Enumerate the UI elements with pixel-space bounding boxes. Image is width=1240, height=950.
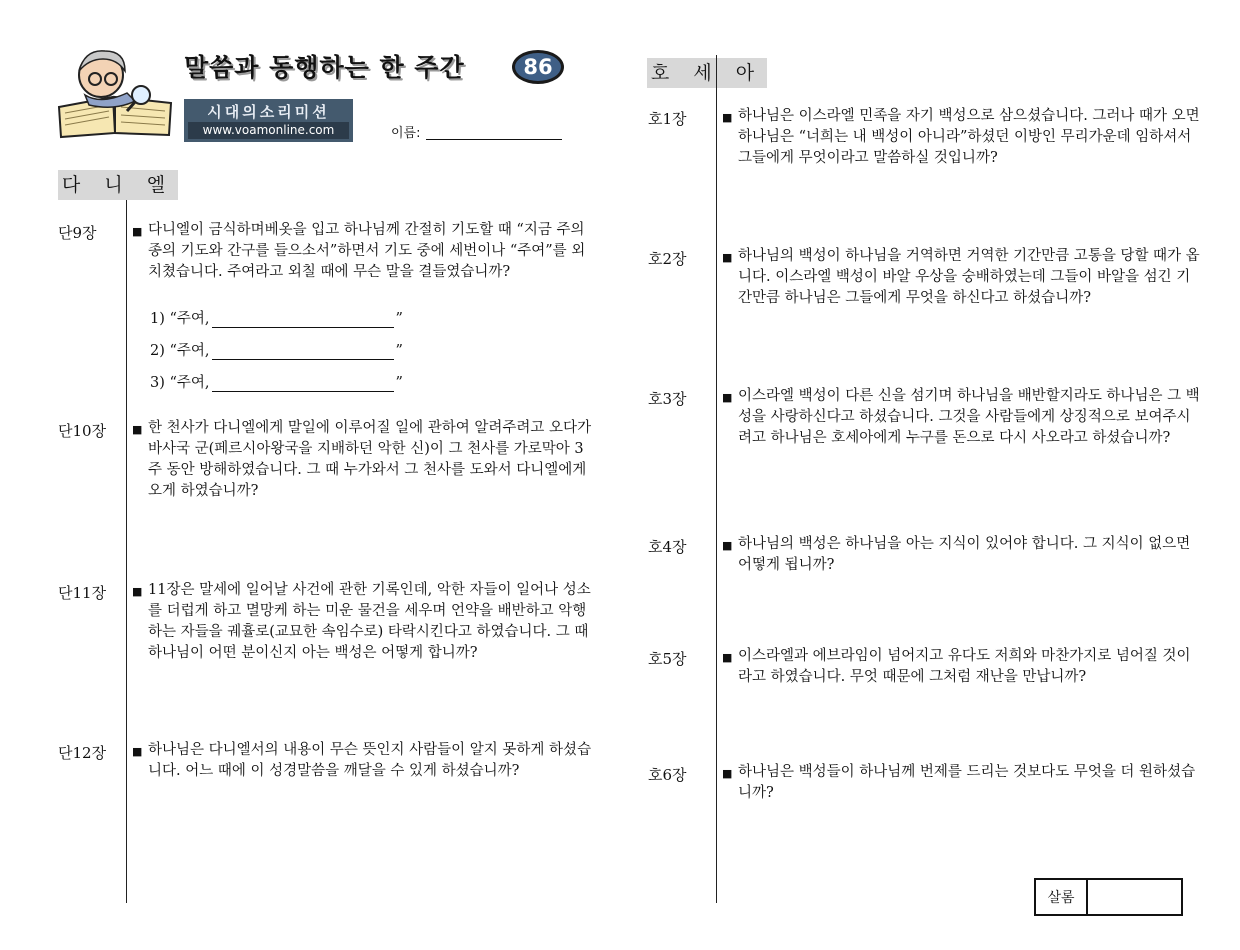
chapter-label: 단11장 [58, 584, 107, 602]
question-text: 11장은 말세에 일어날 사건에 관한 기록인데, 악한 자들이 일어나 성소를 더럽게 하고 멸망케 하는 미운 물건을 세우며 언약을 배반하고 악행하는 자들을 궤휼로(교묘한 속임수로) 타락시킨다고 하였습니다. 그 때 하나님이 어떤 분이신지 아는 백성은 어떻게 합니까? [148, 582, 591, 661]
answer-prefix: 2) “주여, [150, 343, 210, 359]
reading-man-illustration [55, 45, 175, 140]
question-text: 하나님은 이스라엘 민족을 자기 백성으로 삼으셨습니다. 그러나 때가 오면 하나님은 “너희는 내 백성이 아니라”하셨던 이방인 무리가운데 임하셔서 그들에게 무엇이라고 말씀하실 것입니까? [738, 108, 1200, 166]
organization-logo [184, 99, 353, 142]
bullet-icon: ■ [722, 651, 733, 664]
question-text: 하나님의 백성이 하나님을 거역하면 거역한 기간만큼 고통을 당할 때가 옵니다. 이스라엘 백성이 바알 우상을 숭배하였는데 그들이 바알을 섬긴 기간만큼 하나님은 그들에게 무엇을 하신다고 하셨습니까? [738, 248, 1200, 306]
answer-blank-row [150, 339, 403, 360]
chapter-label: 호2장 [648, 250, 687, 268]
signature-field[interactable] [1088, 880, 1181, 914]
question-text: 하나님의 백성은 하나님을 아는 지식이 있어야 합니다. 그 지식이 없으면 어떻게 됩니까? [738, 536, 1191, 573]
issue-number-badge: 86 [512, 50, 564, 84]
question-text: 이스라엘과 에브라임이 넘어지고 유다도 저희와 마찬가지로 넘어질 것이라고 하였습니다. 무엇 때문에 그처럼 재난을 만납니까? [738, 648, 1191, 685]
chapter-label: 단12장 [58, 744, 107, 762]
bullet-icon: ■ [132, 585, 143, 598]
question-text: 하나님은 다니엘서의 내용이 무슨 뜻인지 사람들이 알지 못하게 하셨습니다. 어느 때에 이 성경말씀을 깨달을 수 있게 하셨습니까? [148, 742, 592, 779]
right-column-divider [716, 55, 717, 903]
organization-url: www.voamonline.com [188, 122, 349, 139]
question-text: 한 천사가 다니엘에게 말일에 이루어질 일에 관하여 알려주려고 오다가 바사국 군(페르시아왕국을 지배하던 악한 신)이 그 천사를 가로막아 3주 동안 방해하였습니다. 그 때 누가와서 그 천사를 도와서 다니엘에게 오게 하였습니까? [148, 420, 592, 499]
question-text: 하나님은 백성들이 하나님께 번제를 드리는 것보다도 무엇을 더 원하셨습니까? [738, 764, 1196, 801]
answer-close-quote: ” [395, 343, 403, 359]
page-title: 말씀과 동행하는 한 주간 [184, 53, 465, 82]
bullet-icon: ■ [722, 251, 733, 264]
chapter-label: 호5장 [648, 650, 687, 668]
organization-name: 시대의소리미션 [207, 103, 330, 121]
chapter-label: 호1장 [648, 110, 687, 128]
signature-label: 살롬 [1036, 880, 1088, 914]
answer-prefix: 3) “주여, [150, 375, 210, 391]
bullet-icon: ■ [722, 111, 733, 124]
answer-close-quote: ” [395, 375, 403, 391]
left-column-divider [126, 200, 127, 903]
chapter-label: 단9장 [58, 224, 97, 242]
chapter-label: 호4장 [648, 538, 687, 556]
answer-prefix: 1) “주여, [150, 311, 210, 327]
bullet-icon: ■ [722, 391, 733, 404]
answer-blank-row [150, 371, 403, 392]
answer-blank-line[interactable] [212, 377, 394, 392]
answer-close-quote: ” [395, 311, 403, 327]
bullet-icon: ■ [132, 225, 143, 238]
answer-blank-line[interactable] [212, 345, 394, 360]
section-tab-hosea: 호 세 아 [647, 58, 767, 88]
question-text: 이스라엘 백성이 다른 신을 섬기며 하나님을 배반할지라도 하나님은 그 백성을 사랑하신다고 하셨습니다. 그것을 사람들에게 상징적으로 보여주시려고 하나님은 호세아에게 누구를 돈으로 다시 사오라고 하셨습니까? [738, 388, 1200, 446]
bullet-icon: ■ [722, 767, 733, 780]
chapter-label: 단10장 [58, 422, 107, 440]
section-tab-daniel: 다 니 엘 [58, 170, 178, 200]
chapter-label: 호3장 [648, 390, 687, 408]
answer-blank-row [150, 307, 403, 328]
name-label: 이름: [391, 126, 421, 141]
bullet-icon: ■ [132, 745, 143, 758]
question-text: 다니엘이 금식하며베옷을 입고 하나님께 간절히 기도할 때 “지금 주의 종의 기도와 간구를 들으소서”하면서 기도 중에 세번이나 “주여”를 외치쳤습니다. 주여라고 외칠 때에 무슨 말을 결들였습니까? [148, 222, 586, 280]
bullet-icon: ■ [132, 423, 143, 436]
name-input-line[interactable] [426, 139, 562, 140]
signature-box [1034, 878, 1183, 916]
chapter-label: 호6장 [648, 766, 687, 784]
bullet-icon: ■ [722, 539, 733, 552]
answer-blank-line[interactable] [212, 313, 394, 328]
